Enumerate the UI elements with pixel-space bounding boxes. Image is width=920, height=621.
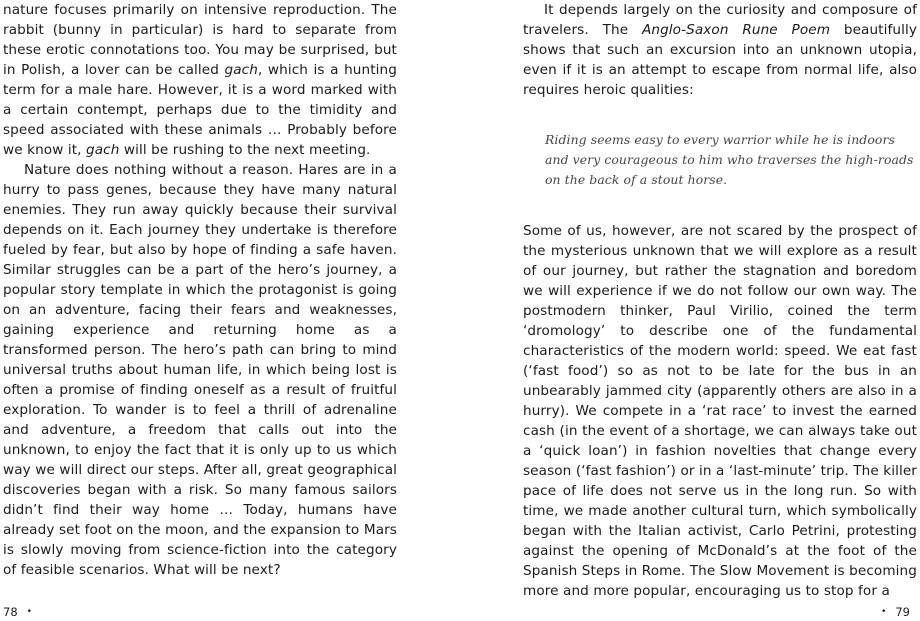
right-paragraph-2: Some of us, however, are not scared by the prospect of the mysterious unknown that we will explore as a result of our journey, but rather the stagnation and boredom we will experience if we do not follow our own way. The postmodern thinker, Paul Virilio, coined the term ‘dromology’ to describe one of the fundamental characteristics of the modern world: speed. We eat fast (‘fast food’) so as not to be late for the bus in an unbearably jammed city (apparently others are also in a hurry). We compete in a ‘rat race’ to invest the earned cash (in the event of a shortage, we can always take out a ‘quick loan’) in fashion novelties that change every season (‘fast fashion’) or in a ‘last-minute’ trip. The killer pace of life does not serve us in the long run. So with time, we made another cultural turn, which symbolically began with the Italian activist, Carlo Petrini, protesting against the opening of McDonald’s at the foot of the Spanish Steps in Rome. The Slow Movement is becoming more and more popular, encouraging us to stop for a xyxy=(523,223,917,599)
right-paragraph-1 xyxy=(523,0,917,100)
bullet-icon: • xyxy=(881,607,887,617)
text-run: will be rushing to the next meeting. xyxy=(119,142,371,158)
text-run: , which is a hunting term for a male hare. However, it is a word marked with a certain contempt, perhaps due to the timidity and speed associated with these animals … Probably before we know it, xyxy=(3,62,397,158)
left-paragraph-1 xyxy=(3,0,397,160)
quote-line: on the back of a stout horse. xyxy=(545,172,728,187)
italic-term: gach xyxy=(224,62,258,78)
text-run: beautifully shows that such an excursion into an unknown utopia, even if it is an attempt to escape from normal life, also requires heroic qualities: xyxy=(523,22,917,98)
page-number: 79 xyxy=(895,605,910,619)
quote-line: and very courageous to him who traverses the high-roads xyxy=(545,152,914,167)
left-paragraph-2: Nature does nothing without a reason. Hares are in a hurry to pass genes, because they have many natural enemies. They run away quickly because their survival depends on it. Each journey they undertake is therefore fueled by fear, but also by hope of finding a safe haven. Similar struggles can be a part of the hero’s journey, a popular story template in which the protagonist is going on an adventure, facing their fears and weaknesses, gaining experience and returning home as a transformed person. The hero’s path can bring to mind universal truths about human life, in which being lost is often a promise of finding oneself as a result of fruitful exploration. To wander is to feel a thrill of adrenaline and adventure, a freedom that calls out into the unknown, to enjoy the fact that it is only up to us which way we will direct our steps. After all, great geographical discoveries began with a risk. So many famous sailors didn’t find their way home … Today, humans have already set foot on the moon, and the expansion to Mars is slowly moving from science-fiction into the category of feasible scenarios. What will be next? xyxy=(3,162,397,578)
right-folio xyxy=(881,605,910,619)
block-quote xyxy=(545,130,917,190)
left-page xyxy=(3,0,397,580)
text-run: It depends largely on the curiosity and composure of travelers. The xyxy=(523,2,917,38)
right-page xyxy=(523,0,917,601)
left-folio xyxy=(3,605,32,619)
italic-term: gach xyxy=(86,142,120,158)
poem-title: Anglo-Saxon Rune Poem xyxy=(641,22,831,38)
text-run: nature focuses primarily on intensive reproduction. The rabbit (bunny in particular) is hard to separate from these erotic connotations too. You may be surprised, but in Polish, a lover can be called xyxy=(3,2,397,78)
page-number: 78 xyxy=(3,605,18,619)
bullet-icon: • xyxy=(26,607,32,617)
quote-line: Riding seems easy to every warrior while he is indoors xyxy=(545,132,895,147)
